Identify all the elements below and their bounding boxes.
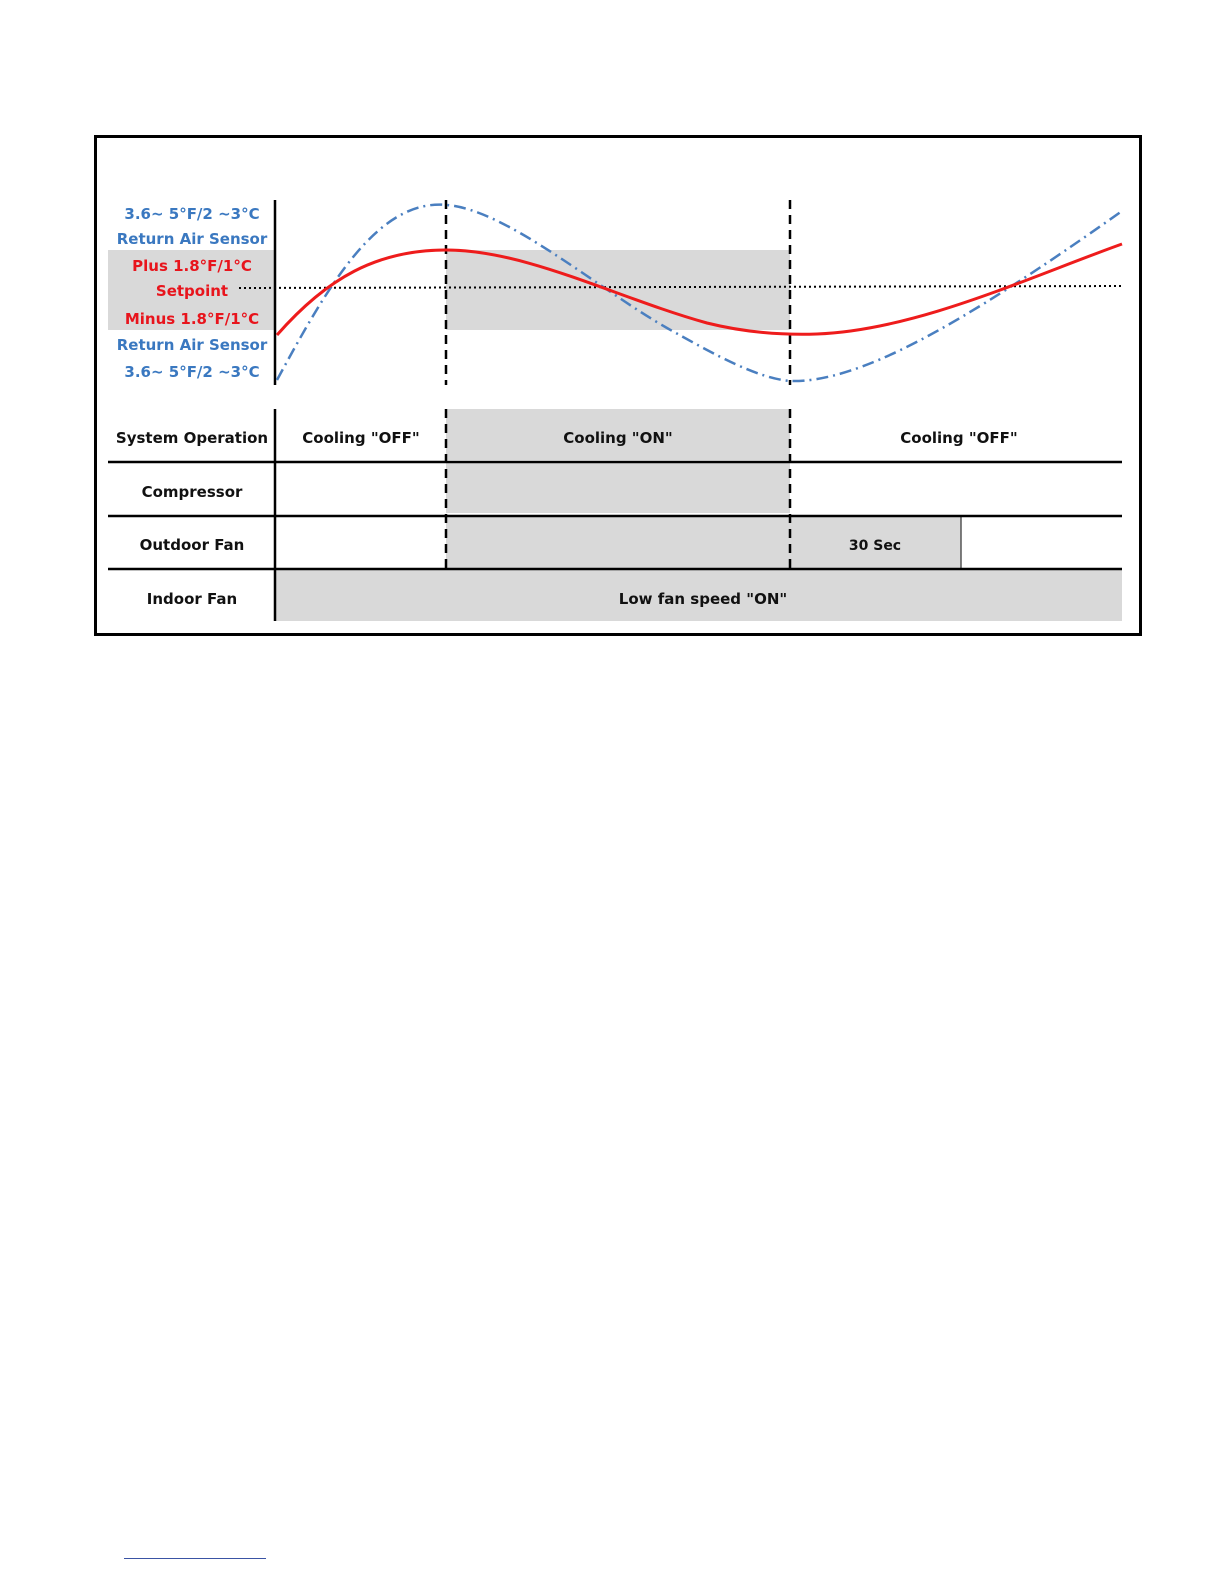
minus-label: Minus 1.8°F/1°C xyxy=(124,310,260,328)
cooling-off-label: Cooling "OFF" xyxy=(302,429,420,447)
cooling-on-label: Cooling "ON" xyxy=(563,429,673,447)
setpoint-line xyxy=(239,286,1122,288)
row-label-indoor-fan: Indoor Fan xyxy=(146,590,238,608)
row-label-outdoor-fan: Outdoor Fan xyxy=(139,536,245,554)
setpoint-label: Setpoint xyxy=(155,282,229,300)
cooling-off-label: Cooling "OFF" xyxy=(900,429,1018,447)
cooling-on-shade-band xyxy=(446,250,790,330)
plus-label: Plus 1.8°F/1°C xyxy=(132,257,252,275)
upper-band-label: 3.6~ 5°F/2 ~3°C xyxy=(124,205,260,223)
diagram-canvas xyxy=(97,138,1139,633)
footnote-separator xyxy=(124,1558,266,1559)
cooling-sequence-diagram xyxy=(94,135,1142,636)
row-label-system-operation: System Operation xyxy=(115,429,269,447)
lower-sensor-label: Return Air Sensor xyxy=(116,336,268,354)
row-label-compressor: Compressor xyxy=(141,483,243,501)
outdoor-fan-30sec-label: 30 Sec xyxy=(848,538,902,554)
indoor-fan-low-speed-label: Low fan speed "ON" xyxy=(618,590,788,608)
outdoor-fan-on-cell xyxy=(446,516,790,568)
lower-band-label: 3.6~ 5°F/2 ~3°C xyxy=(124,363,260,381)
upper-sensor-label: Return Air Sensor xyxy=(116,230,268,248)
compressor-on-cell xyxy=(446,462,790,513)
